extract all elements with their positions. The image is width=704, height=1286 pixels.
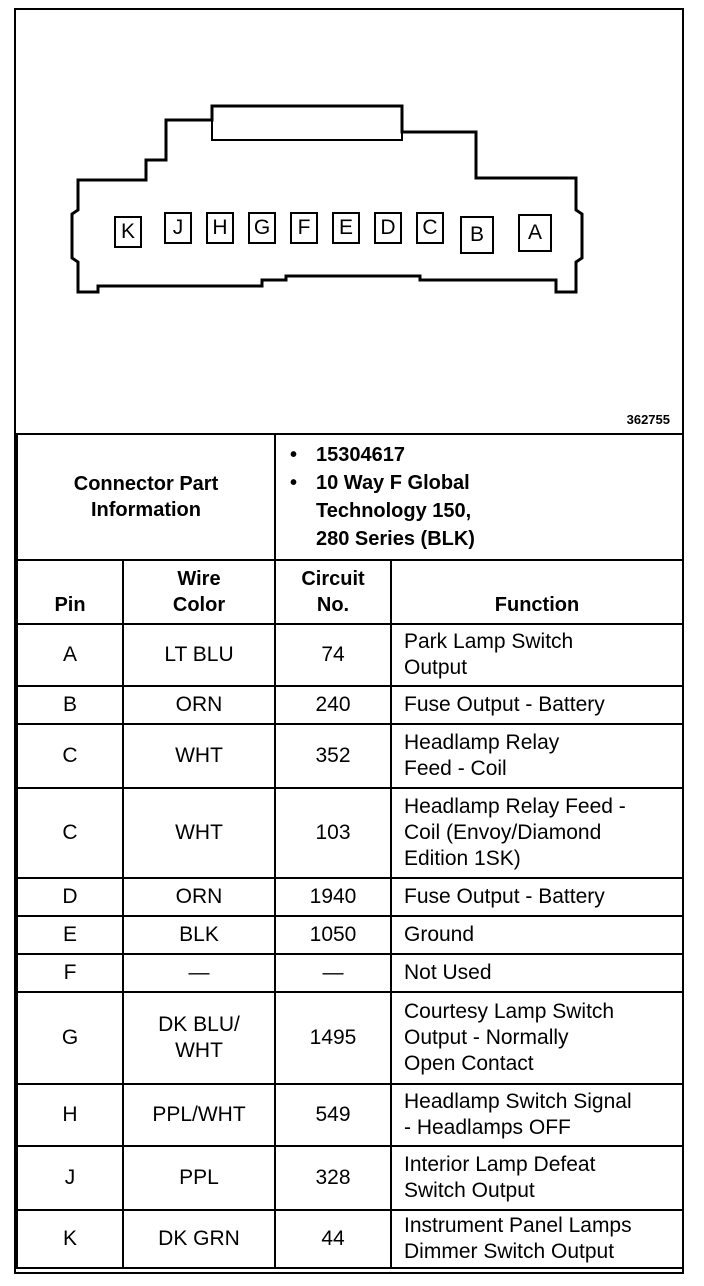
header-circuit-no: Circuit No. [275,560,391,624]
pin-cell: H [17,1084,123,1146]
connector-part-info-list [275,434,683,560]
pin-slot-c: C [416,212,444,244]
circuit-cell: 103 [275,788,391,878]
table-row [17,878,683,916]
circuit-cell: 240 [275,686,391,724]
pin-slot-e: E [332,212,360,244]
pin-cell: D [17,878,123,916]
pin-cell: J [17,1146,123,1210]
function-cell: Courtesy Lamp Switch Output - Normally Open Contact [391,992,683,1084]
function-cell: Park Lamp Switch Output [391,624,683,686]
circuit-cell: 549 [275,1084,391,1146]
connector-part-info-row [17,434,683,560]
wire-color-cell: WHT [123,788,275,878]
pin-cell: C [17,788,123,878]
table-row [17,1210,683,1268]
wire-color-cell: WHT [123,724,275,788]
figure-number: 362755 [626,412,670,427]
wire-color-cell: ORN [123,686,275,724]
table-row [17,1146,683,1210]
table-row [17,954,683,992]
wire-color-cell: LT BLU [123,624,275,686]
function-cell: Headlamp Relay Feed - Coil [391,724,683,788]
wire-color-cell: BLK [123,916,275,954]
pin-cell: F [17,954,123,992]
connector-diagram [16,10,682,433]
circuit-cell: 44 [275,1210,391,1268]
pin-slot-b: B [460,216,494,254]
pin-slot-g: G [248,212,276,244]
table-row [17,916,683,954]
table-row [17,992,683,1084]
table-row [17,686,683,724]
wire-color-cell: PPL [123,1146,275,1210]
part-description: • 10 Way F Global Technology 150, 280 Series (BLK) [316,469,682,553]
table-row [17,1084,683,1146]
pin-slot-h: H [206,212,234,244]
function-cell: Not Used [391,954,683,992]
connector-table [16,433,684,1269]
part-number: • 15304617 [316,441,682,469]
pin-slot-d: D [374,212,402,244]
circuit-cell: 1940 [275,878,391,916]
wire-color-cell: DK BLU/ WHT [123,992,275,1084]
function-cell: Headlamp Switch Signal - Headlamps OFF [391,1084,683,1146]
pin-slot-j: J [164,212,192,244]
table-header-row [17,560,683,624]
connector-part-info-label: Connector Part Information [17,434,275,560]
circuit-cell: — [275,954,391,992]
pin-cell: A [17,624,123,686]
function-cell: Fuse Output - Battery [391,878,683,916]
wire-color-cell: PPL/WHT [123,1084,275,1146]
pin-slot-k: K [114,216,142,248]
circuit-cell: 352 [275,724,391,788]
pin-cell: K [17,1210,123,1268]
header-pin: Pin [17,560,123,624]
circuit-cell: 1495 [275,992,391,1084]
pin-slot-f: F [290,212,318,244]
table-row [17,624,683,686]
function-cell: Headlamp Relay Feed - Coil (Envoy/Diamond Edition 1SK) [391,788,683,878]
pin-cell: G [17,992,123,1084]
function-cell: Fuse Output - Battery [391,686,683,724]
header-wire-color: Wire Color [123,560,275,624]
wire-color-cell: — [123,954,275,992]
pin-cell: B [17,686,123,724]
connector-document [14,8,684,1274]
wire-color-cell: ORN [123,878,275,916]
pin-cell: C [17,724,123,788]
function-cell: Instrument Panel Lamps Dimmer Switch Output [391,1210,683,1268]
function-cell: Ground [391,916,683,954]
circuit-cell: 74 [275,624,391,686]
circuit-cell: 1050 [275,916,391,954]
function-cell: Interior Lamp Defeat Switch Output [391,1146,683,1210]
pin-slot-a: A [518,214,552,252]
pin-cell: E [17,916,123,954]
wire-color-cell: DK GRN [123,1210,275,1268]
table-row [17,724,683,788]
table-row [17,788,683,878]
header-function: Function [391,560,683,624]
circuit-cell: 328 [275,1146,391,1210]
